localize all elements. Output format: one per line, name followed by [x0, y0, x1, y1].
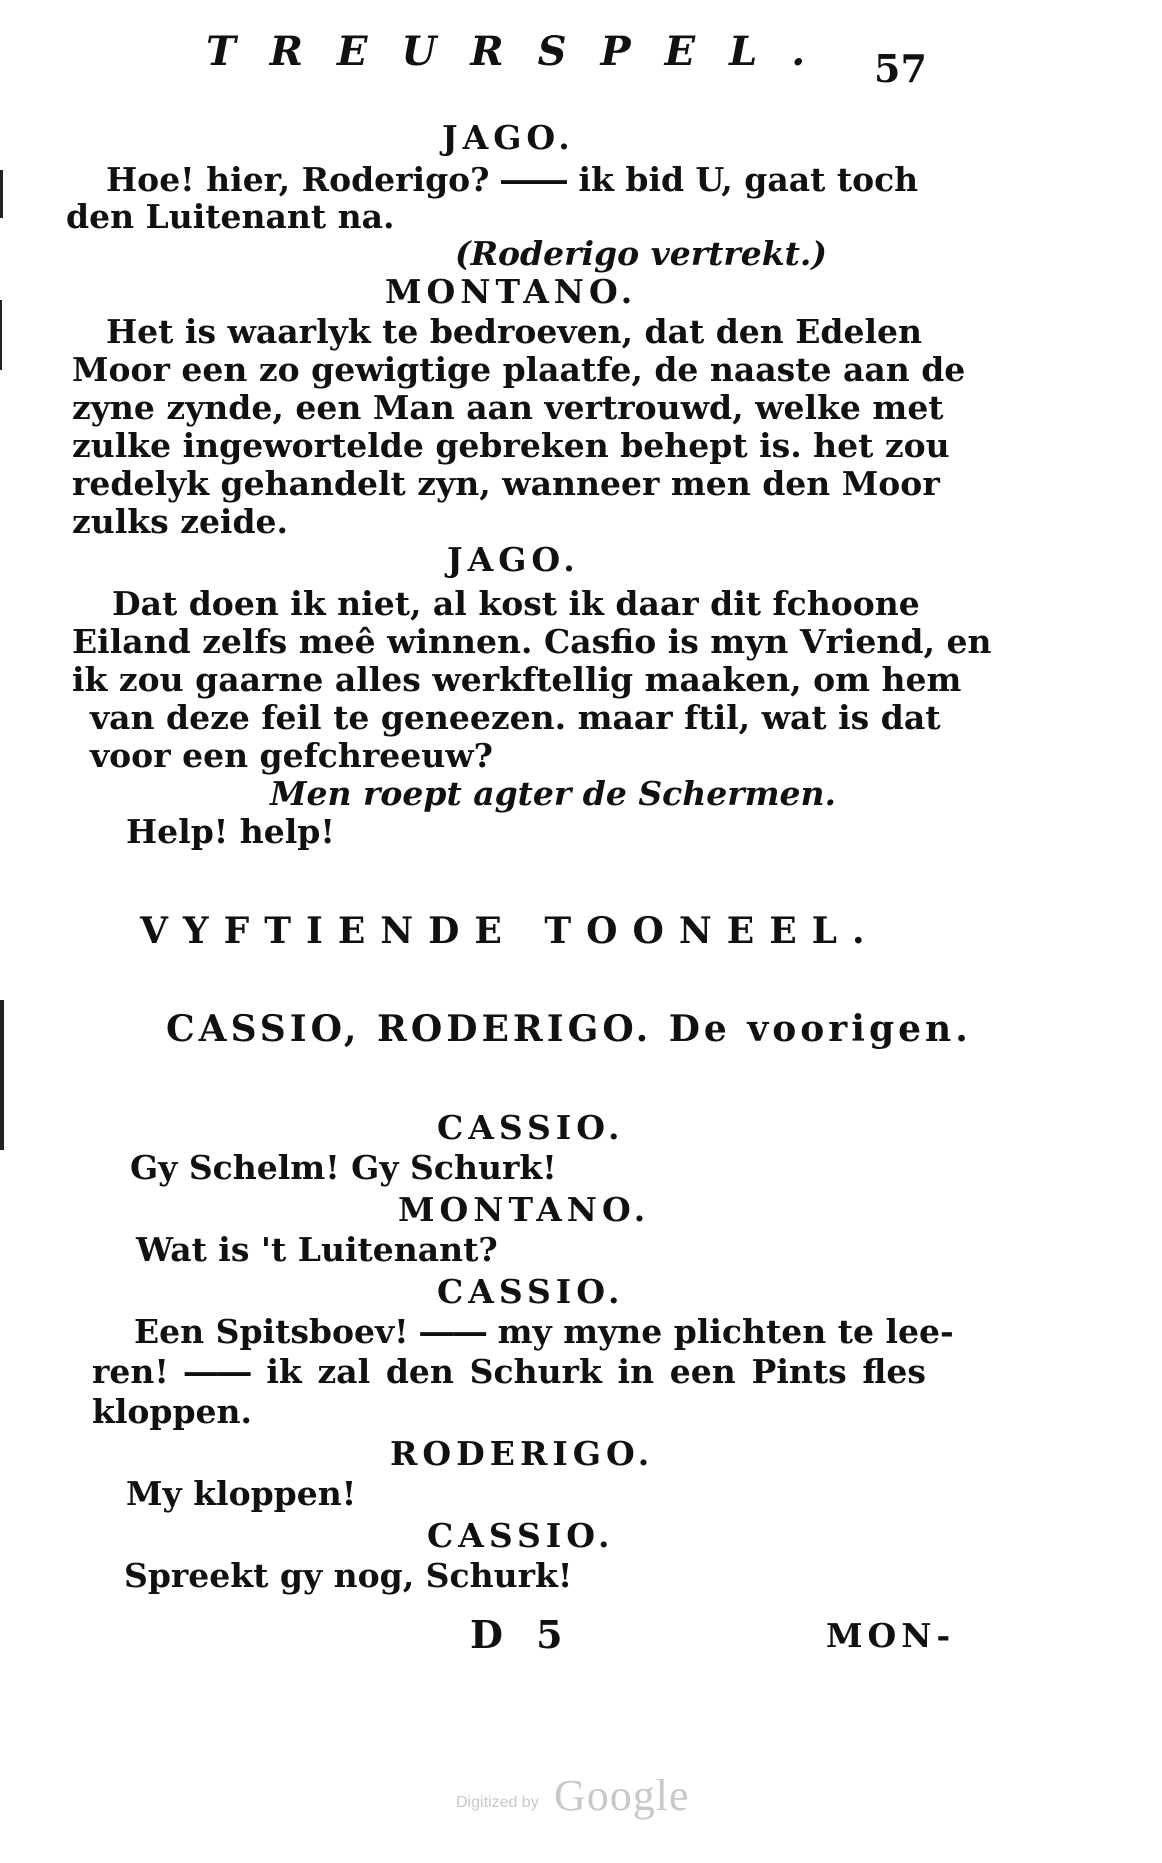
- speech-line: ik zou gaarne alles werkftellig maaken, om hem: [72, 660, 962, 699]
- speech-line: Hoe! hier, Roderigo? ―― ik bid U, gaat toch: [106, 160, 919, 199]
- speech-line: zulke ingewortelde gebreken behept is. het zou: [72, 426, 950, 465]
- speaker-label: MONTANO.: [398, 1190, 651, 1229]
- scene-cast: CASSIO, RODERIGO. De voorigen.: [166, 1008, 972, 1050]
- speaker-label: JAGO.: [442, 118, 575, 157]
- speech-line: den Luitenant na.: [66, 197, 395, 236]
- speech-line: voor een gefchreeuw?: [90, 736, 494, 775]
- speech-line: Een Spitsboev! ―― my myne plichten te lee-: [134, 1312, 954, 1351]
- speaker-label: RODERIGO.: [390, 1434, 655, 1473]
- scan-edge-mark: [0, 300, 2, 370]
- stage-direction: Men roept agter de Schermen.: [270, 774, 837, 813]
- speech-line: Dat doen ik niet, al kost ik daar dit fchoone: [112, 584, 920, 623]
- speech-line: zyne zynde, een Man aan vertrouwd, welke met: [72, 388, 944, 427]
- speech-line: Spreekt gy nog, Schurk!: [124, 1556, 573, 1595]
- scene-title: VYFTIENDE TOONEEL.: [140, 910, 880, 952]
- speaker-label: JAGO.: [447, 540, 580, 579]
- watermark-prefix: Digitized by: [456, 1794, 539, 1811]
- page-number: 57: [874, 46, 927, 91]
- running-title: TREURSPEL.: [206, 28, 840, 75]
- speech-line: zulks zeide.: [72, 502, 289, 541]
- speech-line: van deze feil te geneezen. maar ftil, wat is dat: [90, 698, 941, 737]
- scan-edge-mark: [0, 170, 3, 218]
- scan-edge-mark: [0, 1000, 4, 1150]
- offstage-cry: Help! help!: [126, 812, 335, 851]
- speech-line: Het is waarlyk te bedroeven, dat den Edelen: [106, 312, 923, 351]
- speech-line: Moor een zo gewigtige plaatfe, de naaste aan de: [72, 350, 966, 389]
- speaker-label: CASSIO.: [427, 1516, 615, 1555]
- speaker-label: CASSIO.: [437, 1272, 625, 1311]
- speech-line: My kloppen!: [126, 1474, 357, 1513]
- speech-line: ren! ―― ik zal den Schurk in een Pints fles: [92, 1352, 926, 1391]
- watermark-logo: Google: [554, 1771, 690, 1820]
- speech-line: kloppen.: [92, 1392, 253, 1431]
- signature-mark: D 5: [470, 1612, 573, 1657]
- speaker-label: MONTANO.: [385, 272, 638, 311]
- speech-line: Eiland zelfs meê winnen. Casfio is myn Vriend, en: [72, 622, 992, 661]
- speech-line: Gy Schelm! Gy Schurk!: [130, 1148, 557, 1187]
- speaker-label: CASSIO.: [437, 1108, 625, 1147]
- stage-direction: (Roderigo vertrekt.): [455, 234, 828, 273]
- speech-line: Wat is 't Luitenant?: [136, 1230, 498, 1269]
- speech-line: redelyk gehandelt zyn, wanneer men den Moor: [72, 464, 940, 503]
- catchword: MON-: [826, 1616, 956, 1655]
